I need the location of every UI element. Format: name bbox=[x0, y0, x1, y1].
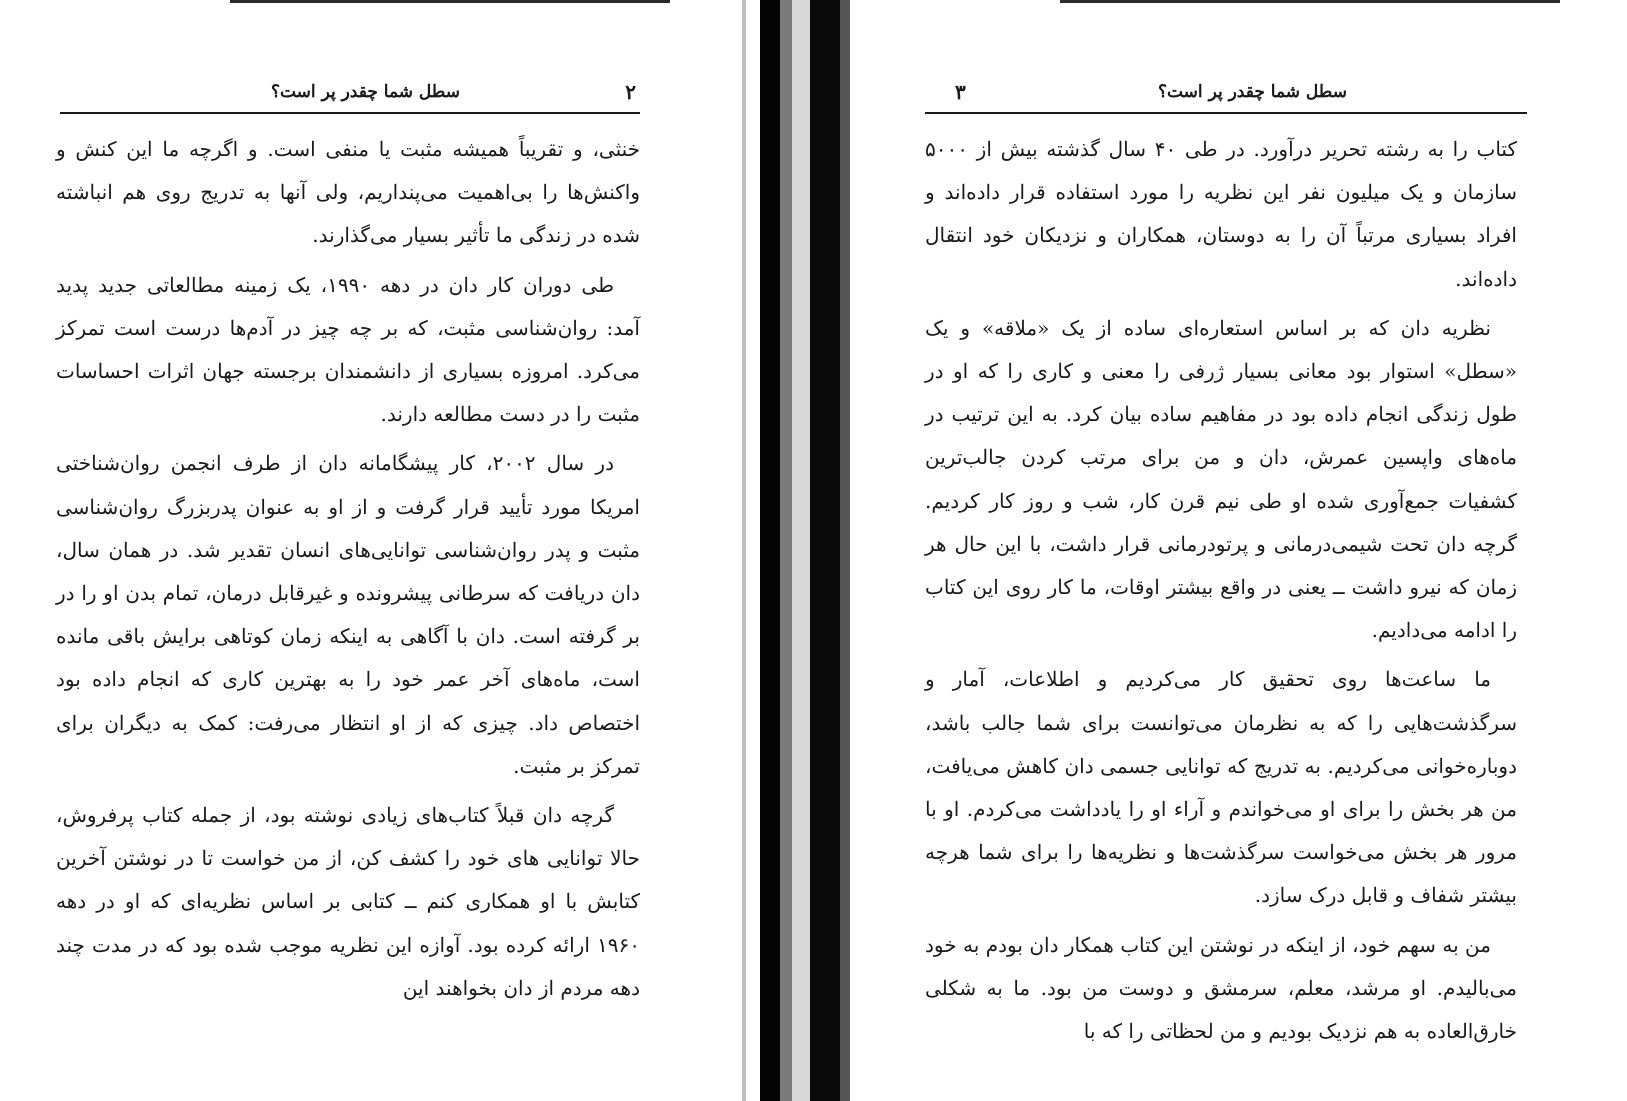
paragraph: ما ساعت‌ها روی تحقیق کار می‌کردیم و اطلاعات، آمار و سرگذشت‌هایی را که به نظرمان می‌توانست برای شما جالب باشد، دوباره‌خوانی می‌کردیم. به تدریج که توانایی جسمی دان کاهش می‌یافت، من هر بخش را برای او می‌خواندم و آراء او را یادداشت می‌کردم. او با مرور هر بخش می‌خواست سرگذشت‌ها و نظریه‌ها را برای شما هرچه بیشتر شفاف و قابل درک سازد. bbox=[925, 667, 1517, 908]
top-edge-rule bbox=[1060, 0, 1560, 3]
right-page bbox=[850, 0, 1627, 1101]
header-rule bbox=[925, 112, 1527, 114]
page-number: ۳ bbox=[955, 80, 966, 104]
top-edge-rule bbox=[230, 0, 670, 3]
header-rule bbox=[60, 112, 640, 114]
running-title: سطل شما چقدر پر است؟ bbox=[270, 82, 460, 102]
page-number: ۲ bbox=[625, 80, 636, 104]
running-head bbox=[62, 80, 640, 110]
body-text bbox=[925, 128, 1517, 1053]
left-page bbox=[0, 0, 760, 1101]
gutter-shadow bbox=[780, 0, 792, 1101]
running-title: سطل شما چقدر پر است؟ bbox=[1157, 82, 1347, 102]
gutter-shadow bbox=[742, 0, 746, 1101]
paragraph: نظریه دان که بر اساس استعاره‌ای ساده از یک «ملاقه» و یک «سطل» استوار بود معانی بسیار ژرفی را معنی و کاری را که او در طول زندگی انجام داده بود در مفاهیم ساده بیان کرد. به این ترتیب در ماه‌های واپسین عمرش، دان و من برای مرتب کردن جالب‌ترین کشفیات جمع‌آوری شده او طی نیم قرن کار، شب و روز کار کردیم. گرچه دان تحت شیمی‌درمانی و پرتودرمانی قرار داشت، با این حال هر زمان که نیرو داشت ــ یعنی در واقع بیشتر اوقات، ما کار روی این کتاب را ادامه می‌دادیم. bbox=[925, 315, 1517, 643]
running-head bbox=[955, 80, 1527, 110]
paragraph: گرچه دان قبلاً کتاب‌های زیادی نوشته بود، از جمله کتاب پرفروش، حالا توانایی های خود را کشف کن، از من خواست تا در نوشتن آخرین کتابش با او همکاری کنم ــ کتابی بر اساس نظریه‌ای که او در دهه ۱۹۶۰ ارائه کرده بود. آوازه این نظریه موجب شده بود که در مدت چند دهه مردم از دان بخواهند این bbox=[56, 803, 640, 1000]
gutter-shadow bbox=[810, 0, 840, 1101]
gutter-shadow bbox=[840, 0, 850, 1101]
gutter-shadow bbox=[760, 0, 780, 1101]
paragraph: کتاب را به رشته تحریر درآورد. در طی ۴۰ سال گذشته بیش از ۵۰۰۰ سازمان و یک میلیون نفر این نظریه را مورد استفاده قرار داده‌اند و افراد بسیاری مرتباً آن را به دوستان، همکاران و نزدیکان خود انتقال داده‌اند. bbox=[925, 137, 1517, 291]
paragraph: من به سهم خود، از اینکه در نوشتن این کتاب همکار دان بودم به خود می‌بالیدم. او مرشد، معلم، سرمشق و دوست من بود. ما به شکلی خارق‌العاده به هم نزدیک بودیم و من لحظاتی را که با bbox=[925, 932, 1517, 1044]
paragraph: در سال ۲۰۰۲، کار پیشگامانه دان از طرف انجمن روان‌شناختی امریکا مورد تأیید قرار گرفت و از او به عنوان پدربزرگ روان‌شناسی مثبت و پدر روان‌شناسی توانایی‌های انسان تقدیر شد. در همان سال، دان دریافت که سرطانی پیشرونده و غیرقابل درمان، تمام بدن او را در بر گرفته است. دان با آگاهی به اینکه زمان کوتاهی برایش باقی مانده است، ماه‌های آخر عمر خود را به بهترین کاری که انجام داده بود اختصاص داد. چیزی که از او انتظار می‌رفت: کمک به دیگران برای تمرکز بر مثبت. bbox=[56, 451, 640, 778]
paragraph: خنثی، و تقریباً همیشه مثبت یا منفی است. و اگرچه ما این کنش و واکنش‌ها را بی‌اهمیت می‌پنداریم، ولی آنها به تدریج روی هم انباشته شده در زندگی ما تأثیر بسیار می‌گذارند. bbox=[56, 137, 640, 248]
gutter-shadow bbox=[792, 0, 810, 1101]
paragraph: طی دوران کار دان در دهه ۱۹۹۰، یک زمینه مطالعاتی جدید پدید آمد: روان‌شناسی مثبت، که بر چه چیز در آدم‌ها درست است تمرکز می‌کرد. امروزه بسیاری از دانشمندان برجسته جهان اثرات احساسات مثبت را در دست مطالعه دارند. bbox=[56, 272, 640, 427]
body-text bbox=[56, 128, 640, 1010]
